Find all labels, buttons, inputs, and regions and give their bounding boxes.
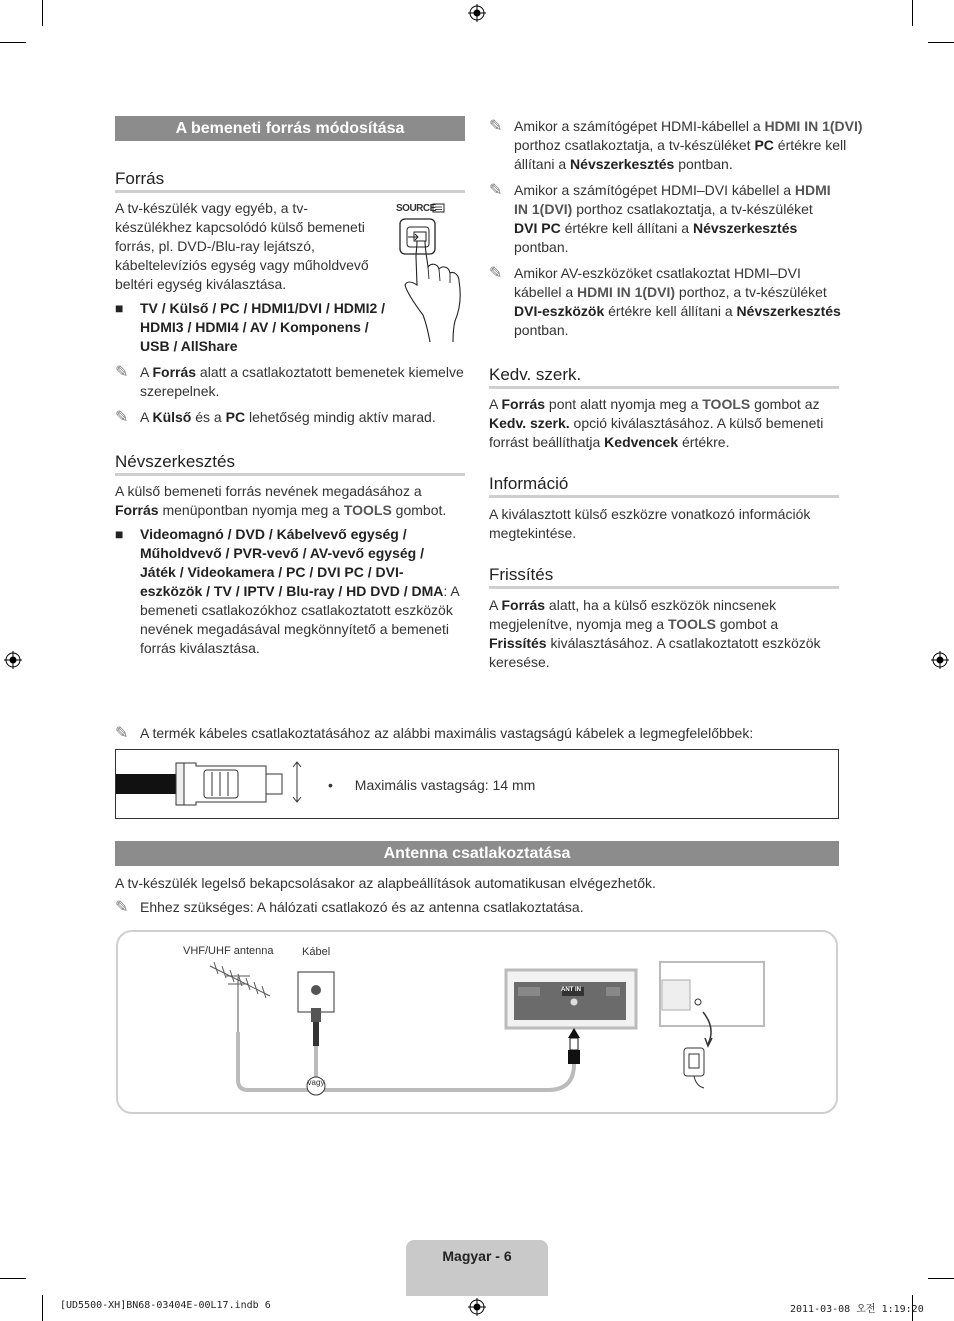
- crop-mark: [0, 42, 26, 43]
- page-number-tab: Magyar - 6: [406, 1240, 548, 1296]
- bullet-square-icon: ■: [115, 300, 124, 316]
- kedv-paragraph: A Forrás pont alatt nyomja meg a TOOLS gombot az Kedv. szerk. opció kiválasztásához. A külső bemeneti forrást beállíthatja Kedvencek értékre.: [489, 396, 824, 450]
- note-pencil-icon: ✎: [489, 182, 503, 199]
- crop-mark: [42, 1295, 43, 1321]
- cable-plug-icon: [116, 750, 316, 818]
- frissites-paragraph: A Forrás alatt, ha a külső eszközök nincsenek megjelenítve, nyomja meg a TOOLS gombot a Frissítés kiválasztásához. A csatlakoztatott eszközök keresése.: [489, 597, 821, 670]
- section-bar-antenna: Antenna csatlakoztatása: [115, 841, 839, 866]
- info-paragraph: A kiválasztott külső eszközre vonatkozó információk megtekintése.: [489, 506, 811, 541]
- section-bar-input-source: A bemeneti forrás módosítása: [115, 116, 465, 141]
- bullet-square-icon: ■: [115, 526, 124, 542]
- print-info-right: 2011-03-08 오전 1:19:20: [790, 1304, 924, 1315]
- divider: [115, 190, 465, 193]
- antenna-icon: [210, 962, 270, 1032]
- source-button-illustration: [395, 197, 470, 342]
- note-pencil-icon: ✎: [115, 725, 129, 742]
- divider: [489, 586, 839, 589]
- divider: [489, 495, 839, 498]
- divider: [489, 386, 839, 389]
- nev-device-list: ■ Videomagnó / DVD / Kábelvevő egység / Műholdvevő / PVR-vevő / AV-vevő egység / Játék / Videokamera / PC / DVI PC / DVI-eszközök / TV / IPTV / Blu-ray / HD DVD / DMA: A bemeneti csatlakozókhoz csatlakoztatott eszközök nevének megadásával megkönnyítető a bemeneti forrás kiválasztása.: [115, 526, 459, 656]
- forras-source-list: [115, 299, 402, 356]
- right-note-3: ✎ Amikor AV-eszközöket csatlakoztat HDMI–DVI kábellel a HDMI IN 1(DVI) porthoz, a tv-készüléket DVI-eszközök értékre kell állítani a Névszerkesztés pontban.: [489, 265, 841, 338]
- antenna-wiring-drawing: [118, 932, 836, 1112]
- crop-mark: [42, 0, 43, 26]
- note-pencil-icon: ✎: [115, 899, 129, 916]
- vhf-uhf-antenna-label: VHF/UHF antenna: [183, 945, 274, 957]
- forras-note-2: ✎ A Külső és a PC lehetőség mindig aktív marad.: [115, 409, 436, 426]
- source-label: SOURCE: [396, 203, 436, 214]
- cable-thickness-box: [115, 749, 839, 819]
- heading-informacio: Információ: [489, 474, 569, 493]
- cable-bullet: • Maximális vastagság: 14 mm: [328, 777, 536, 793]
- vagy-label: vagy: [307, 1078, 325, 1087]
- registration-mark-icon: [4, 651, 22, 669]
- antenna-paragraph: A tv-készülék legelső bekapcsolásakor az alapbeállítások automatikusan elvégezhetők.: [115, 875, 656, 891]
- crop-mark: [928, 42, 954, 43]
- heading-nevszerkesztes: Névszerkesztés: [115, 452, 235, 471]
- cable-note: ✎ A termék kábeles csatlakoztatásához az alábbi maximális vastagságú kábelek a legmegfelelőbbek:: [115, 725, 754, 742]
- heading-frissites: Frissítés: [489, 565, 554, 584]
- divider: [115, 473, 465, 476]
- right-note-1: ✎ Amikor a számítógépet HDMI-kábellel a HDMI IN 1(DVI) porthoz csatlakoztatja, a tv-készüléket PC értékre kell állítani a Névszerkesztés pontban.: [489, 118, 863, 172]
- right-note-2: ✎ Amikor a számítógépet HDMI–DVI kábellel a HDMI IN 1(DVI) porthoz csatlakoztatja, a tv-készüléket DVI PC értékre kell állítani a Névszerkesztés pontban.: [489, 182, 831, 255]
- crop-mark: [928, 1278, 954, 1279]
- registration-mark-icon: [931, 651, 949, 669]
- registration-mark-icon: [468, 4, 486, 22]
- crop-mark: [0, 1278, 26, 1279]
- heading-forras: Forrás: [115, 169, 165, 188]
- power-plug-icon: [684, 1048, 704, 1076]
- forras-paragraph: A tv-készülék vagy egyéb, a tv-készülékhez kapcsolódó külső bemeneti forrás, pl. DVD-/Blu-ray lejátszó, kábeltelevíziós egység vagy műholdvevő beltéri egység kiválasztása.: [115, 200, 369, 292]
- hand-pressing-button-icon: [395, 197, 470, 342]
- note-pencil-icon: ✎: [115, 409, 129, 426]
- ant-in-label: ANT IN: [561, 987, 581, 993]
- nev-paragraph: A külső bemeneti forrás nevének megadásához a Forrás menüpontban nyomja meg a TOOLS gombot.: [115, 483, 447, 518]
- antenna-note: ✎ Ehhez szükséges: A hálózati csatlakozó és az antenna csatlakoztatása.: [115, 899, 584, 916]
- note-pencil-icon: ✎: [115, 364, 129, 381]
- cable-label: Kábel: [302, 946, 331, 958]
- print-info-left: [UD5500-XH]BN68-03404E-00L17.indb 6: [60, 1300, 271, 1311]
- heading-kedv-szerk: Kedv. szerk.: [489, 365, 582, 384]
- note-pencil-icon: ✎: [489, 118, 503, 135]
- antenna-connection-diagram: [116, 930, 838, 1114]
- forras-note-1: ✎ A Forrás alatt a csatlakoztatott bemenetek kiemelve szerepelnek.: [115, 364, 464, 399]
- bullet-dot-icon: •: [328, 777, 333, 793]
- registration-mark-icon: [468, 1298, 486, 1316]
- crop-mark: [912, 0, 913, 26]
- source-list-text: TV / Külső / PC / HDMI1/DVI / HDMI2 / HDMI3 / HDMI4 / AV / Komponens / USB / AllShare: [140, 300, 386, 354]
- note-pencil-icon: ✎: [489, 265, 503, 282]
